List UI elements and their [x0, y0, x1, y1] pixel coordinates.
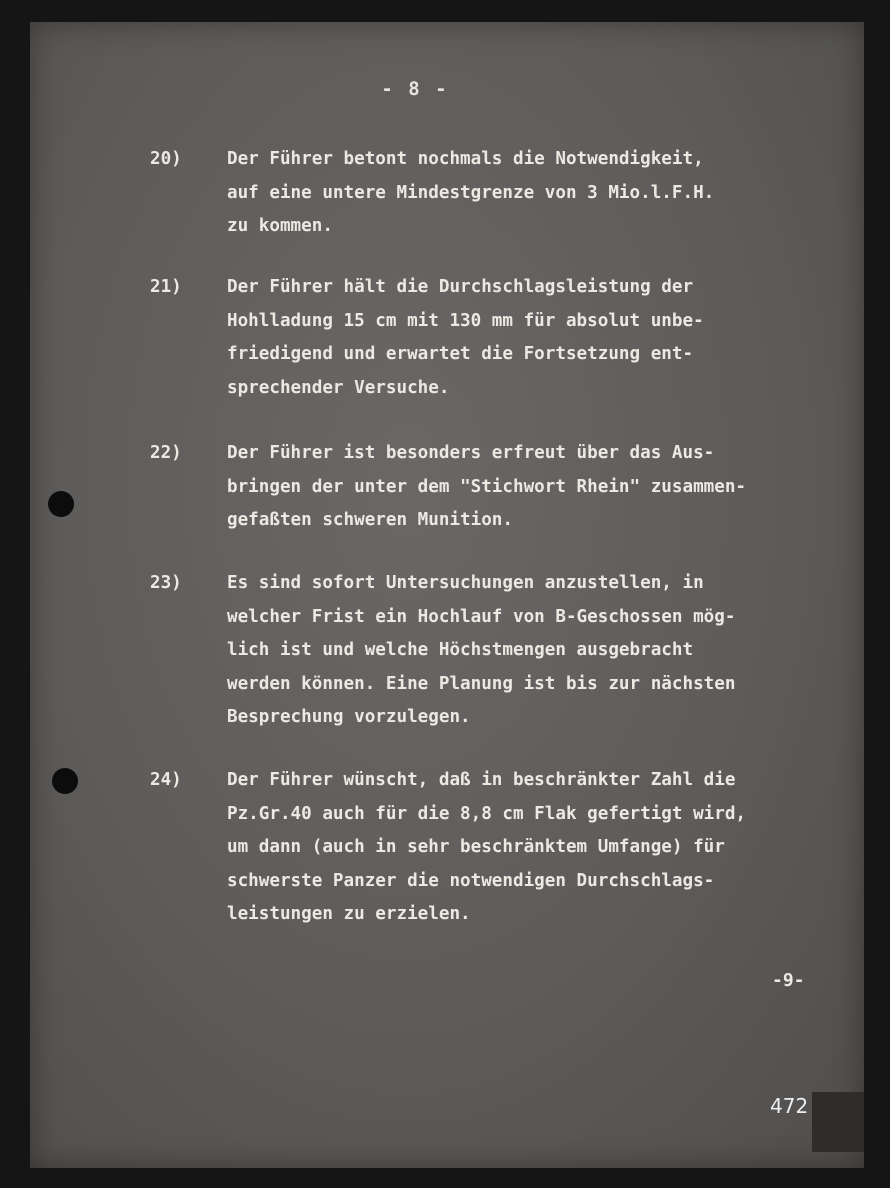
text-line: auf eine untere Mindestgrenze von 3 Mio.l.F.H. [227, 182, 715, 203]
archive-page-number: 472 [770, 1094, 809, 1118]
item-text [227, 764, 837, 932]
sheet-corner-shadow [812, 1092, 864, 1152]
item-number: 23) [150, 573, 182, 593]
item-text [227, 271, 837, 405]
text-line: um dann (auch in sehr beschränktem Umfange) für [227, 837, 725, 857]
text-line: Hohlladung 15 cm mit 130 mm für absolut unbe- [227, 310, 704, 331]
punch-hole-upper [48, 491, 74, 517]
text-line: Der Führer ist besonders erfreut über das Aus- [227, 443, 715, 463]
next-page-marker: -9- [772, 970, 805, 991]
text-line: gefaßten schweren Munition. [227, 510, 513, 530]
text-line: lich ist und welche Höchstmengen ausgebracht [227, 640, 694, 660]
text-line: welcher Frist ein Hochlauf von B-Geschossen mög- [227, 606, 736, 627]
text-line: werden können. Eine Planung ist bis zur nächsten [227, 673, 736, 694]
page-number-header: - 8 - [381, 78, 449, 100]
text-line: friedigend und erwartet die Fortsetzung ent- [227, 344, 694, 364]
text-line: zu kommen. [227, 216, 333, 236]
text-line: leistungen zu erzielen. [227, 904, 471, 924]
text-line: Besprechung vorzulegen. [227, 707, 471, 727]
item-text [227, 567, 837, 735]
text-line: bringen der unter dem "Stichwort Rhein" zusammen- [227, 476, 747, 497]
text-line: Pz.Gr.40 auch für die 8,8 cm Flak gefertigt wird, [227, 803, 747, 824]
item-number: 24) [150, 770, 182, 790]
text-line: schwerste Panzer die notwendigen Durchschlags- [227, 870, 715, 891]
text-line: sprechender Versuche. [227, 377, 450, 398]
item-number: 22) [150, 443, 182, 463]
item-text [227, 143, 837, 244]
item-number: 20) [150, 149, 182, 169]
item-number: 21) [150, 277, 182, 297]
item-text [227, 437, 837, 538]
text-line: Der Führer hält die Durchschlagsleistung der [227, 277, 694, 297]
punch-hole-lower [52, 768, 78, 794]
text-line: Es sind sofort Untersuchungen anzustellen, in [227, 573, 704, 593]
text-line: Der Führer betont nochmals die Notwendigkeit, [227, 149, 704, 169]
text-line: Der Führer wünscht, daß in beschränkter Zahl die [227, 770, 736, 790]
